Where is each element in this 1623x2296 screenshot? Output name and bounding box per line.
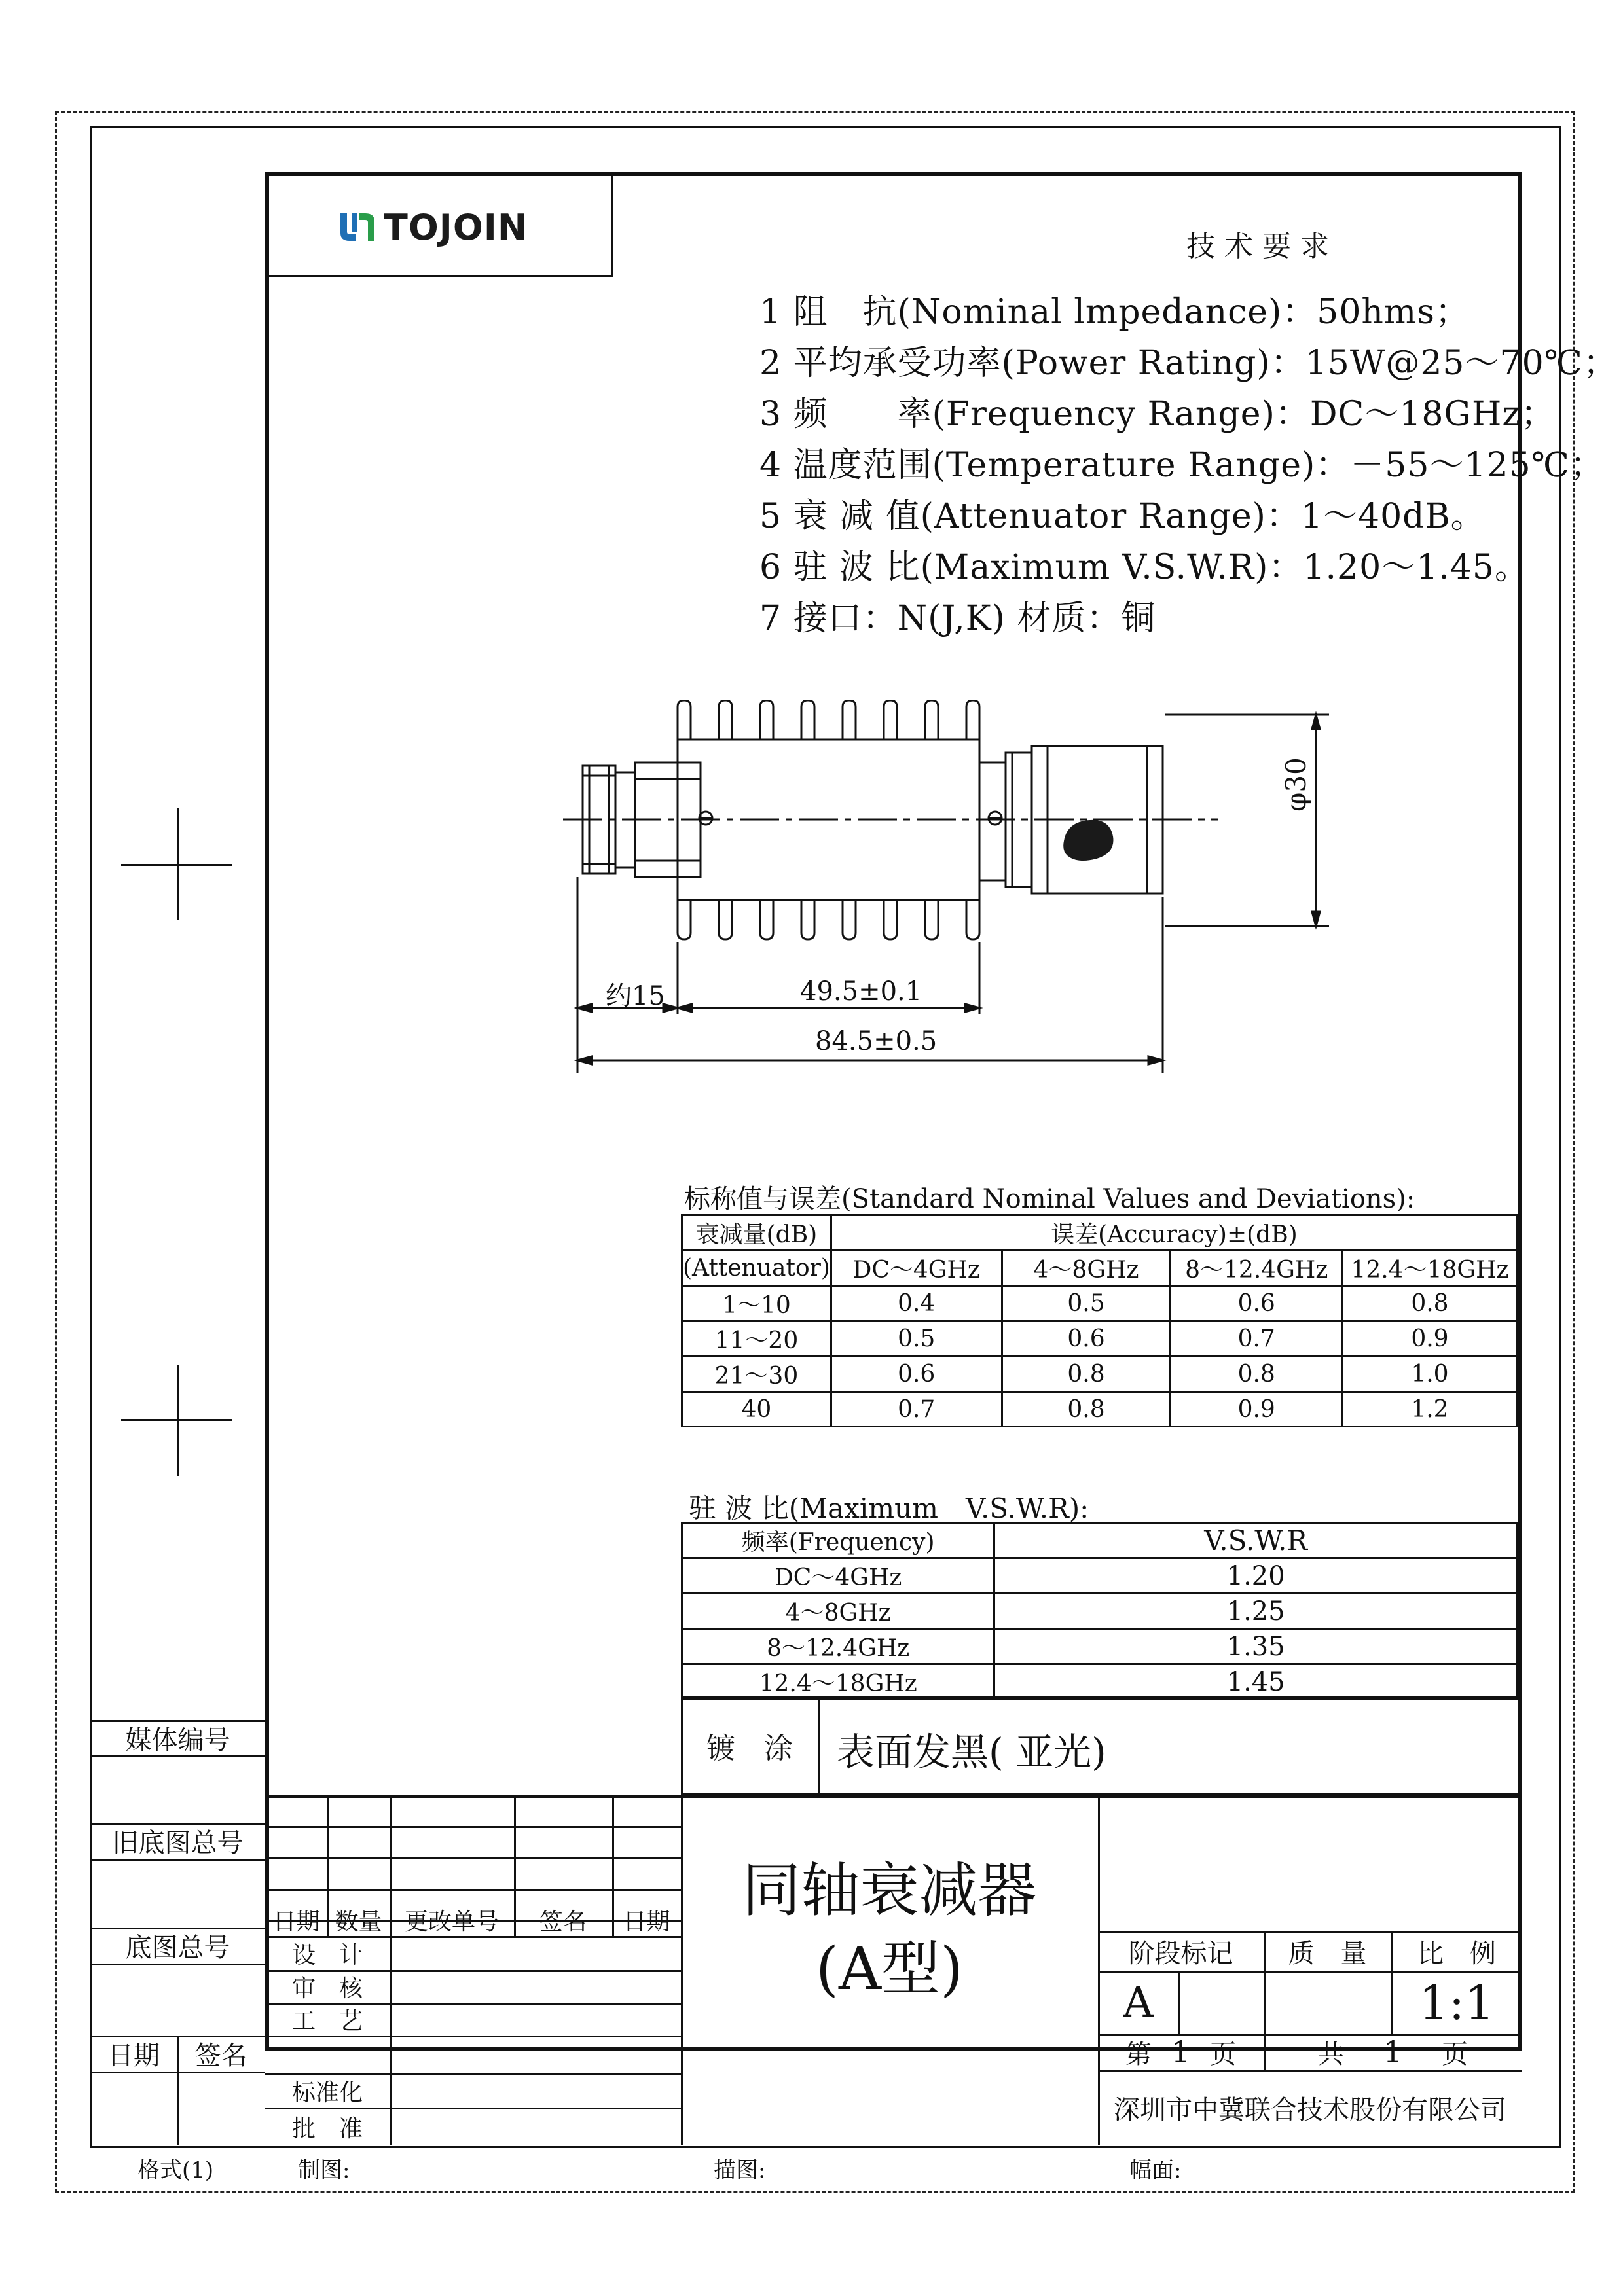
date-label: 日期 [107, 2041, 160, 2071]
spec-item: 5 衰 减 值(Attenuator Range)：1～40dB。 [759, 497, 1486, 536]
value-cell: 0.5 [1002, 1286, 1171, 1321]
value-cell: 0.7 [831, 1392, 1002, 1427]
total-suffix: 页 [1442, 2039, 1468, 2070]
freq-cell: 12.4～18GHz [682, 1664, 994, 1700]
old-base-no-label: 旧底图总号 [112, 1828, 244, 1858]
value-cell: 0.8 [1002, 1357, 1171, 1392]
value-cell: 0.6 [1002, 1321, 1171, 1357]
value-cell: 0.4 [831, 1286, 1002, 1321]
attenuator-drawing [550, 700, 1375, 1093]
rev-col-change-no: 更改单号 [404, 1908, 499, 1935]
role-process: 工 艺 [291, 2007, 363, 2035]
deviation-head-attenuator: 衰减量(dB) [682, 1215, 831, 1251]
spec-item: 7 接口：N(J,K) 材质：铜 [759, 599, 1156, 638]
freq-cell: 4～8GHz [682, 1594, 994, 1629]
deviation-head-attenuator-en: (Attenuator) [682, 1251, 831, 1286]
mass-label: 质 量 [1288, 1938, 1367, 1969]
deviation-table [681, 1214, 1518, 1427]
vswr-cell: 1.25 [994, 1594, 1518, 1629]
footer-format: 格式(1) [137, 2157, 214, 2183]
vswr-head-value: V.S.W.R [994, 1523, 1518, 1558]
dim-total-length: 84.5±0.5 [815, 1026, 938, 1056]
scale-label: 比 例 [1417, 1938, 1496, 1969]
table-row [682, 1321, 1518, 1357]
role-review: 审 核 [291, 1975, 363, 2002]
tech-requirements-title: 技 术 要 求 [1186, 230, 1329, 263]
media-no-label: 媒体编号 [125, 1725, 230, 1755]
rev-col-date-2: 日期 [623, 1908, 670, 1935]
total-no: 1 [1383, 2034, 1403, 2070]
vswr-cell: 1.35 [994, 1629, 1518, 1664]
spec-item: 2 平均承受功率(Power Rating)：15W@25～70℃； [759, 344, 1618, 383]
coating-value: 表面发黑( 亚光) [837, 1730, 1106, 1774]
vswr-head-frequency: 频率(Frequency) [682, 1523, 994, 1558]
value-cell: 0.6 [831, 1357, 1002, 1392]
value-cell: 0.8 [1342, 1286, 1517, 1321]
total-prefix: 共 [1317, 2039, 1344, 2070]
sheet-suffix: 页 [1210, 2039, 1237, 2070]
product-name: 同轴衰减器 [742, 1856, 1037, 1925]
band-header: 4～8GHz [1002, 1251, 1171, 1286]
role-approval: 批 准 [291, 2115, 363, 2142]
deviation-head-accuracy: 误差(Accuracy)±(dB) [831, 1215, 1517, 1251]
table-row [682, 1664, 1518, 1700]
footer-made: 制图: [298, 2157, 350, 2183]
stage-label: 阶段标记 [1128, 1938, 1233, 1969]
role-standardization: 标准化 [291, 2079, 363, 2106]
table-row [682, 1357, 1518, 1392]
band-header: 12.4～18GHz [1342, 1251, 1517, 1286]
sheet-prefix: 第 [1125, 2039, 1152, 2070]
vswr-cell: 1.45 [994, 1664, 1518, 1700]
logo-box [265, 172, 613, 277]
coating-label: 镀 涂 [706, 1732, 793, 1765]
table-row [682, 1594, 1518, 1629]
table-row [682, 1629, 1518, 1664]
range-cell: 11～20 [682, 1321, 831, 1357]
dim-connector-length: 约15 [606, 981, 665, 1011]
sheet-no: 1 [1171, 2034, 1191, 2070]
value-cell: 0.7 [1171, 1321, 1342, 1357]
logo-text: TOJOIN [384, 207, 528, 248]
value-cell: 1.0 [1342, 1357, 1517, 1392]
range-cell: 1～10 [682, 1286, 831, 1321]
value-cell: 1.2 [1342, 1392, 1517, 1427]
band-header: 8～12.4GHz [1171, 1251, 1342, 1286]
value-cell: 0.9 [1171, 1392, 1342, 1427]
total-sheets [1264, 2034, 1522, 2070]
value-cell: 0.9 [1342, 1321, 1517, 1357]
deviation-table-title: 标称值与误差(Standard Nominal Values and Deviations): [684, 1184, 1415, 1214]
band-header: DC～4GHz [831, 1251, 1002, 1286]
spec-list [759, 287, 1618, 644]
range-cell: 21～30 [682, 1357, 831, 1392]
table-row [682, 1286, 1518, 1321]
footer-traced: 描图: [714, 2157, 766, 2183]
rev-col-date: 日期 [272, 1908, 320, 1935]
value-cell: 0.6 [1171, 1286, 1342, 1321]
stage-value: A [1123, 1979, 1154, 2027]
tojoin-logo-icon [338, 211, 377, 243]
vswr-cell: 1.20 [994, 1558, 1518, 1594]
scale-value: 1:1 [1419, 1975, 1495, 2030]
spec-item: 1 阻 抗(Nominal lmpedance)：50hms； [759, 293, 1470, 332]
role-design: 设 计 [291, 1941, 363, 1969]
dim-body-length: 49.5±0.1 [800, 977, 922, 1007]
rev-col-sign: 签名 [539, 1908, 587, 1935]
value-cell: 0.8 [1002, 1392, 1171, 1427]
dim-diameter: φ30 [1280, 757, 1312, 812]
spec-item: 6 驻 波 比(Maximum V.S.W.R)：1.20～1.45。 [759, 548, 1529, 587]
vswr-table-title: 驻 波 比(Maximum V.S.W.R): [689, 1492, 1089, 1524]
base-no-label: 底图总号 [125, 1933, 230, 1963]
value-cell: 0.5 [831, 1321, 1002, 1357]
company-name: 深圳市中冀联合技术股份有限公司 [1114, 2094, 1506, 2125]
rev-col-qty: 数量 [335, 1908, 382, 1935]
freq-cell: 8～12.4GHz [682, 1629, 994, 1664]
value-cell: 0.8 [1171, 1357, 1342, 1392]
spec-item: 3 频 率(Frequency Range)：DC～18GHz； [759, 395, 1556, 434]
table-row [682, 1392, 1518, 1427]
freq-cell: DC～4GHz [682, 1558, 994, 1594]
vswr-table [681, 1522, 1518, 1700]
sign-label: 签名 [194, 2041, 247, 2071]
sheet-number [1098, 2034, 1264, 2070]
table-row [682, 1558, 1518, 1594]
spec-item: 4 温度范围(Temperature Range)：－55～125℃； [759, 446, 1605, 485]
range-cell: 40 [682, 1392, 831, 1427]
product-type: (A型) [815, 1935, 964, 2003]
footer-size: 幅面: [1129, 2157, 1182, 2183]
